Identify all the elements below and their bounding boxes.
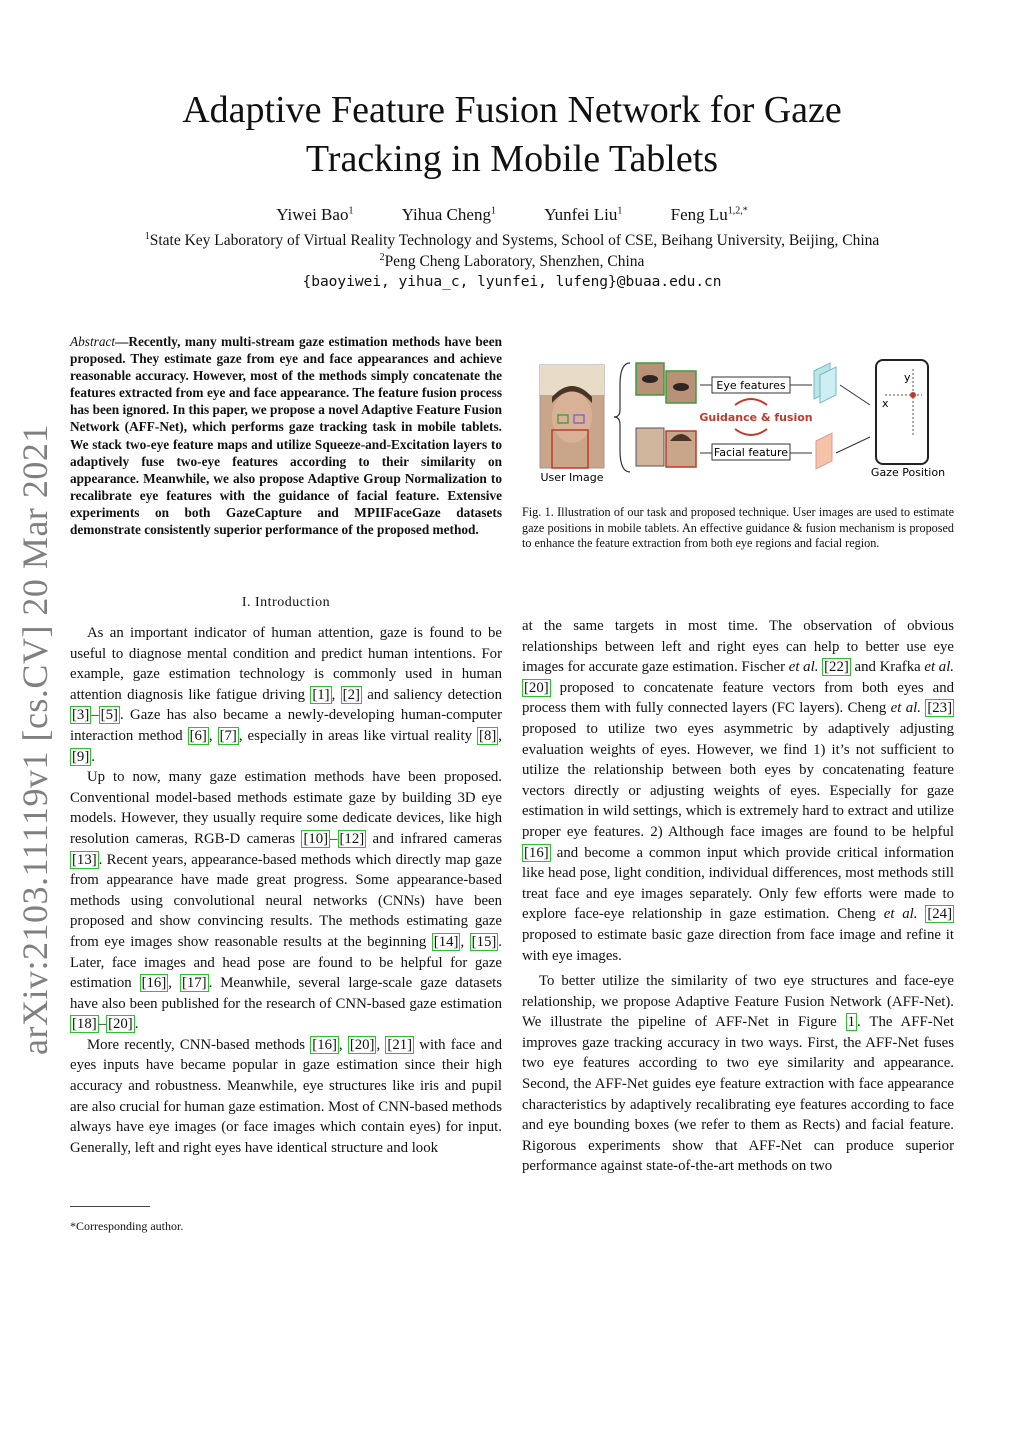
author: Feng $Lu^{1,2,*}$ xyxy=(670,205,748,224)
paragraph: at the same targets in most time. The observation of obvious relationships between left and right eyes can help to better use eye images for accurate gaze estimation. Fischer et al. [22] and Krafka et al. [20] proposed to concatenate feature vectors from both eyes and process them with fully connected layers (FC layers). Cheng et al. [23] proposed to utilize two eyes asymmetric by adaptively adjusting evaluation weights of eyes. However, we find 1) it’s not sufficient to utilize the relationship between both eyes by concatenating feature vectors directly or adjusting weights of eyes. Especially for gaze estimation in wild settings, which is extremely hard to extract and utilize proper eye features. 2) Although face images are found to be helpful [16] and become a common input which provide critical information like head pose, light condition, individual differences, most methods still treat face and eye images separately. Only few efforts were made to explore face-eye relationship in gaze estimation. Cheng et al. [24] proposed to estimate basic gaze direction from face image and refine it with eye images. xyxy=(522,618,954,964)
paragraph: As an important indicator of human attention, gaze is found to be useful to diagnose mental condition and predict human intentions. For example, gaze estimation technology is commonly used in human attention diagnosis like fatigue driving [1] , [2] and saliency detection [3] – [5] . Gaze has also became a newly-developing human-computer interaction method [6] , [7] , especially in areas like virtual reality [8] , [9] . xyxy=(70,625,502,765)
guidance-arc-top xyxy=(735,399,767,405)
arrow-eye-to-tablet xyxy=(840,385,870,405)
arxiv-sidebar-stamp: arXiv:2103.11119v1 [cs.CV] 20 Mar 2021 xyxy=(15,424,55,1055)
footnote-rule xyxy=(70,1206,150,1207)
arrow-face-to-tablet xyxy=(836,437,870,453)
footnote: *Corresponding author. xyxy=(70,1219,184,1233)
abstract-label: Abstract xyxy=(70,334,116,349)
figure-1-diagram xyxy=(530,355,960,490)
author-list xyxy=(0,205,1024,225)
affiliation-1: $^1$State Key Laboratory of Virtual Reality Technology and Systems, School of CSE, Beihang University, Beijing, China xyxy=(144,231,880,250)
abstract xyxy=(70,333,502,538)
author: Yiwei Bao$^1$ xyxy=(276,205,354,224)
title-line-1: Adaptive Feature Fusion Network for Gaze xyxy=(182,89,842,131)
paragraph: Up to now, many gaze estimation methods have been proposed. Conventional model-based methods estimate gaze by building 3D eye models. However, they usually require some dedicate devices, like high resolution cameras, RGB-D cameras [10] – [12] and infrared cameras [13] . Recent years, appearance-based methods which directly map gaze from appearance have made great progress. Some appearance-based methods using convolutional neural networks (CNNs) have been proposed and show convincing results. The methods estimating gaze from eye images show reasonable results at the beginning [14] , [15] . Later, face images and head pose are found to be helpful for gaze estimation [16] , [17] . Meanwhile, several large-scale gaze datasets have also been published for the research of CNN-based gaze estimation [18] – [20] . xyxy=(70,769,503,1033)
intro-left-column xyxy=(70,623,502,1158)
author-emails: {baoyiwei, yihua_c, lyunfei, lufeng}@buaa.edu.cn xyxy=(302,274,722,290)
axis-x-label: x xyxy=(882,397,889,410)
eye-features-label: Eye features xyxy=(716,379,786,392)
axis-y-label: y xyxy=(904,371,911,384)
paragraph: More recently, CNN-based methods [16] , [20] , [21] with face and eyes inputs have became popular in gaze estimation since their high accuracy and robustness. Meanwhile, eye structures like iris and pupil are also crucial for human gaze estimation. Most of CNN-based methods always have eye images (or face images which contain eyes) for input. Generally, left and right eyes have identical structure and look xyxy=(70,1036,502,1156)
user-image-label: User Image xyxy=(540,471,604,484)
intro-right-column xyxy=(522,616,954,1177)
paper-title xyxy=(0,86,1024,184)
figure-1 xyxy=(530,355,960,490)
affiliation-2: $^2$Peng Cheng Laboratory, Shenzhen, China xyxy=(379,252,645,271)
rect-grid-crop xyxy=(636,428,664,466)
brace xyxy=(614,363,630,472)
gaze-point xyxy=(910,392,916,398)
title-line-2: Tracking in Mobile Tablets xyxy=(305,138,719,180)
section-heading: I. Introduction xyxy=(241,595,331,610)
author: Yunfei Liu$^1$ xyxy=(544,205,623,224)
face-feature-map xyxy=(816,433,832,469)
figure-1-caption: Fig. 1. Illustration of our task and proposed technique. User images are used to estimate gaze positions in mobile tablets. An effective guidance & fusion mechanism is proposed to enhance the feature extraction from both eye regions and facial region. xyxy=(522,505,954,551)
tablet-outline xyxy=(876,360,928,464)
gaze-position-label: Gaze Position xyxy=(870,466,946,479)
paragraph: To better utilize the similarity of two eye structures and face-eye relationship, we propose Adaptive Feature Fusion Network (AFF-Net). We illustrate the pipeline of AFF-Net in Figure 1 . The AFF-Net improves gaze tracking accuracy in two ways. First, the AFF-Net fuses two eye features according to two eye similarity and appearance. Second, the AFF-Net guides eye feature extraction with face appearance characteristics by adaptively recalibrating eye features according to face and eye bounding boxes (we refer to them as Rects) and facial feature. Rigorous experiments show that AFF-Net can produce superior performance against state-of-the-art methods on two xyxy=(522,973,954,1175)
author: Yihua Cheng$^1$ xyxy=(401,205,496,224)
left-eye-iris xyxy=(642,375,658,383)
right-eye-iris xyxy=(673,383,689,391)
guidance-fusion-label: Guidance & fusion xyxy=(699,411,813,424)
guidance-arc-bottom xyxy=(735,429,767,435)
facial-feature-label: Facial feature xyxy=(713,446,789,459)
abstract-text: —Recently, many multi-stream gaze estimation methods have been proposed. They estimate gaze from eye and face appearances and achieve reasonable accuracy. However, most of the methods simply concatenate the features extracted from eye and face appearance. The feature fusion process has been ignored. In this paper, we propose a novel Adaptive Feature Fusion Network (AFF-Net), which performs gaze tracking task in mobile tablets. We stack two-eye feature maps and utilize Squeeze-and-Excitation layers to adaptively fuse two-eye features according to their similarity on appearance. Meanwhile, we also propose Adaptive Group Normalization to recalibrate eye features with the guidance of facial feature. Extensive experiments on both GazeCapture and MPIIFaceGaze datasets demonstrate consistently superior performance of the proposed method. xyxy=(70,334,502,538)
